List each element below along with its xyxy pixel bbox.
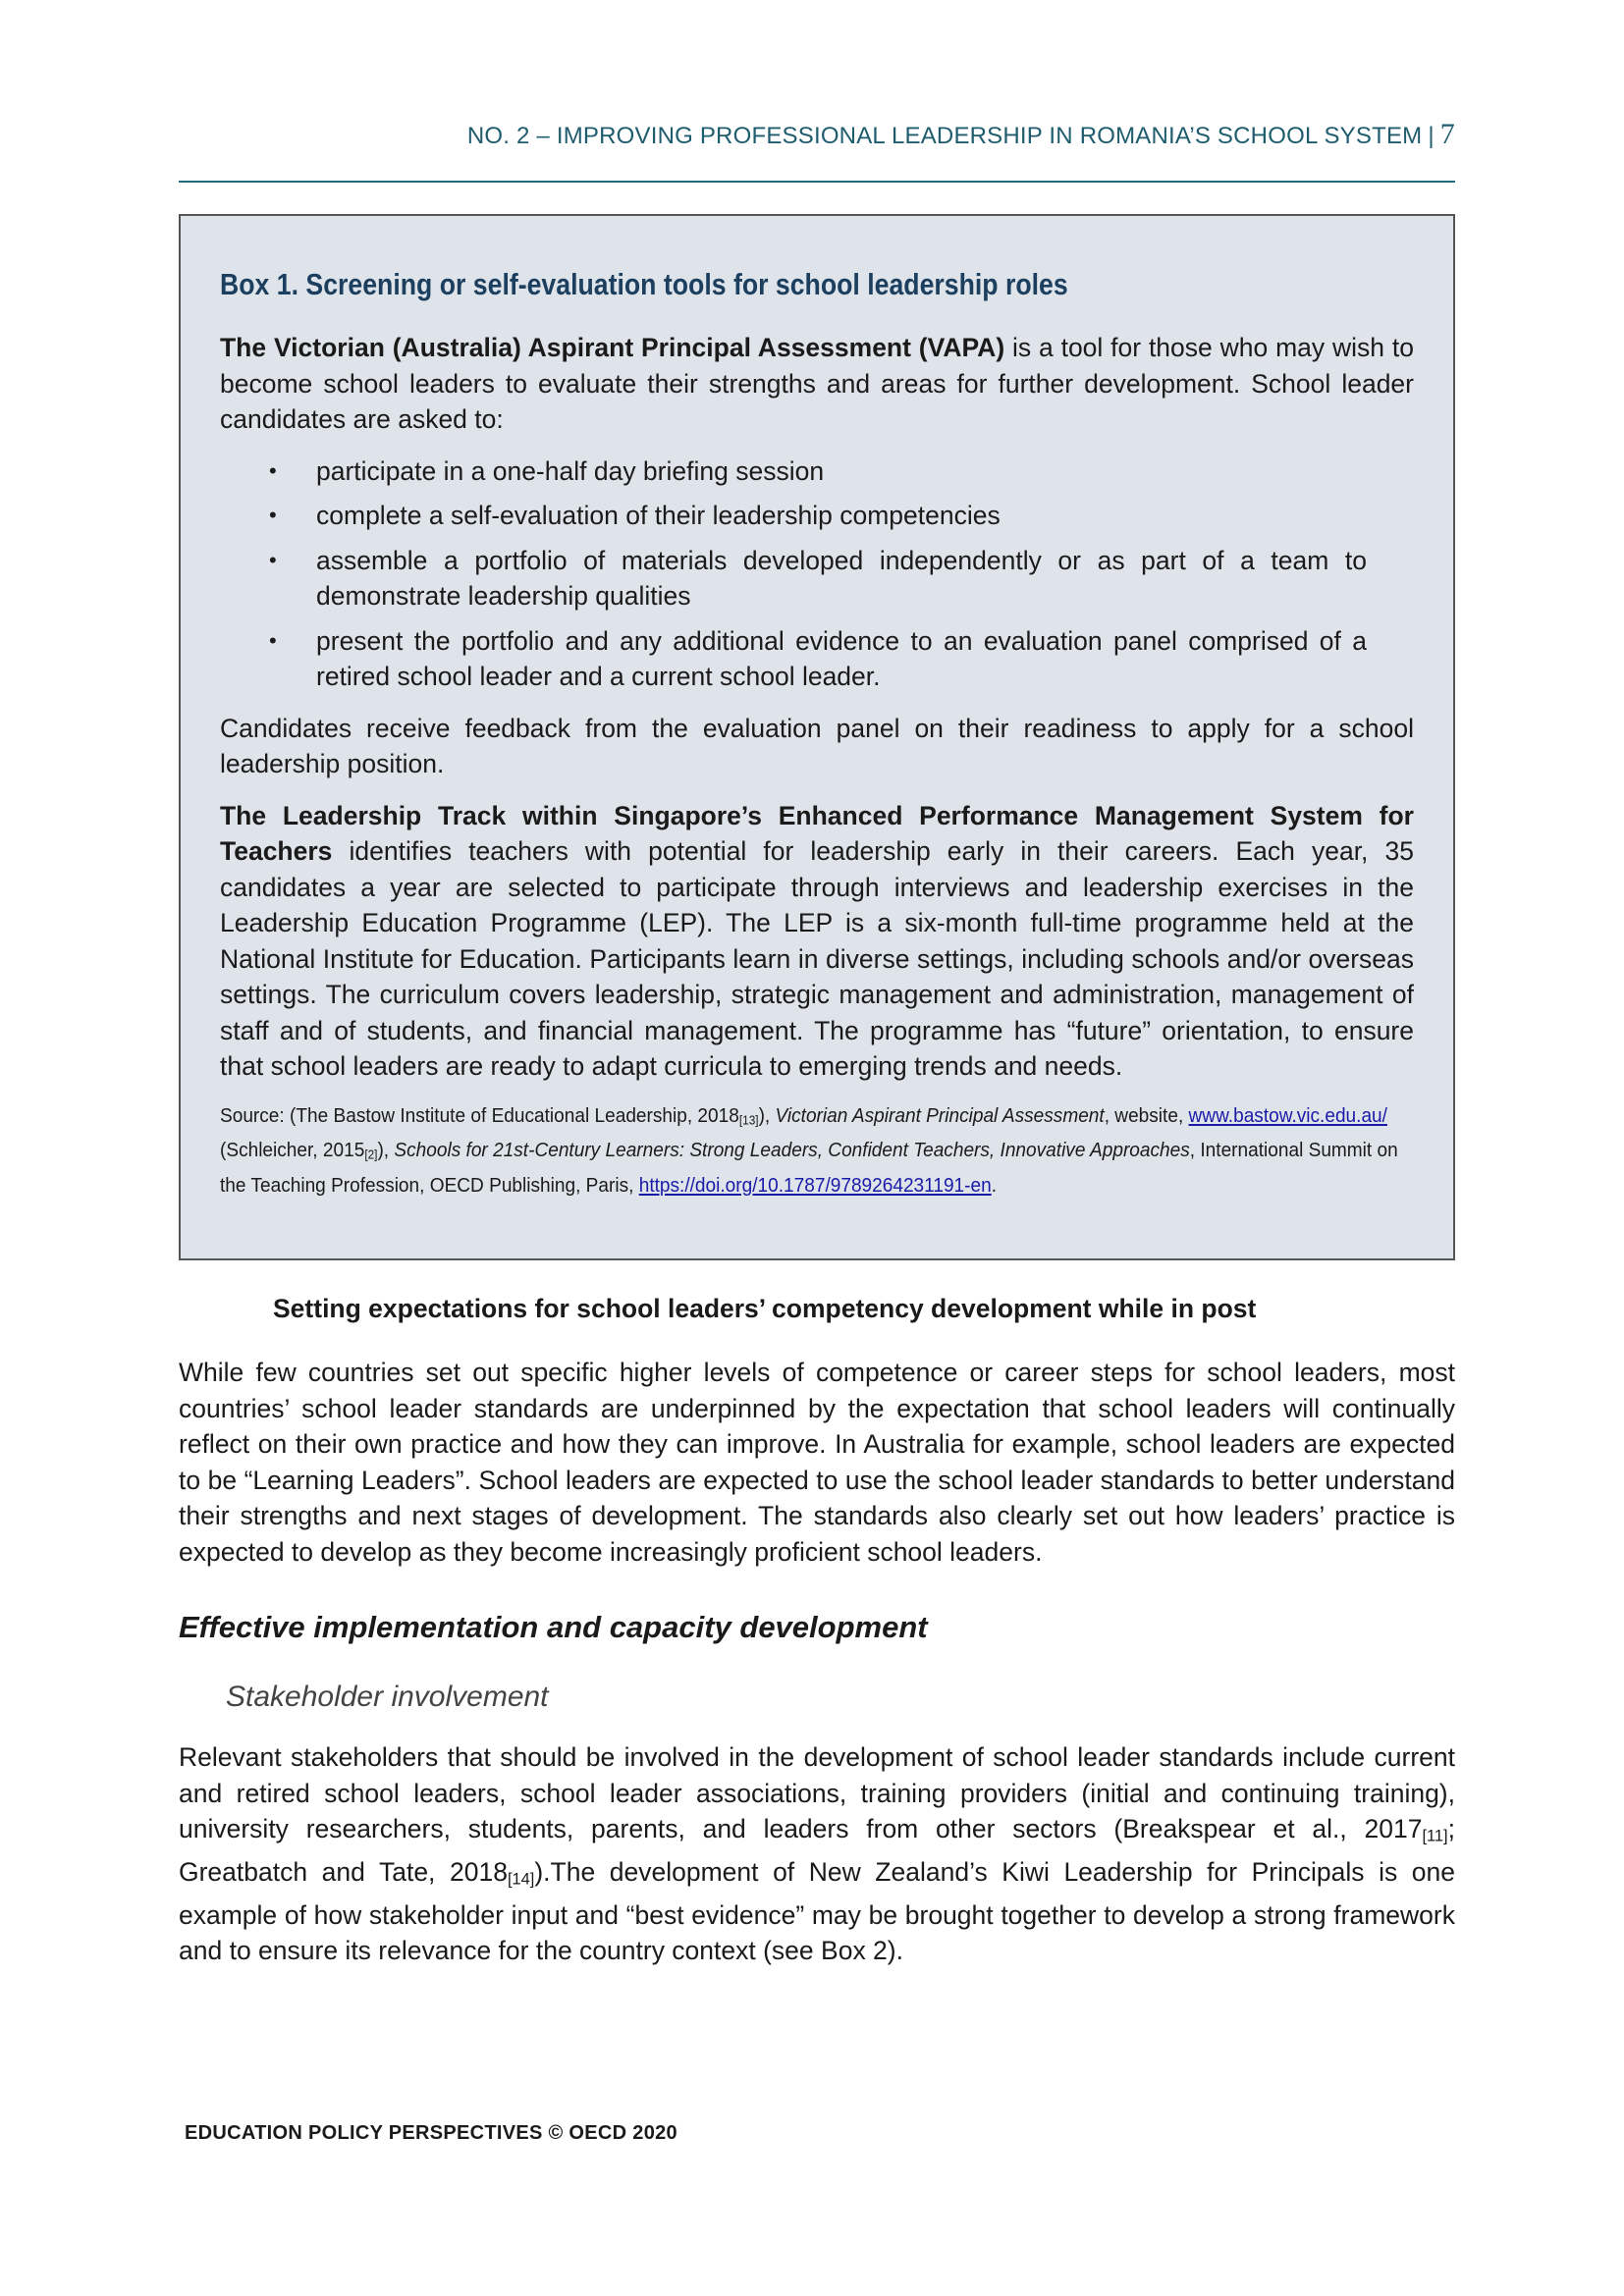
- running-header: [179, 118, 1455, 151]
- page-number: 7: [1439, 118, 1455, 150]
- list-item: [220, 498, 1414, 534]
- bullet-text: present the portfolio and any additional evidence to an evaluation panel comprised of a retired school leader and a current school leader.: [316, 625, 1367, 691]
- running-title: NO. 2 – IMPROVING PROFESSIONAL LEADERSHIP IN ROMANIA’S SCHOOL SYSTEM: [466, 123, 1423, 149]
- box-source: [220, 1100, 1408, 1201]
- stakeholder-text: Relevant stakeholders that should be involved in the development of school leader standards include current and retired school leaders, school leader associations, training providers (initial and continuing training), university researchers, students, parents, and leaders from other sectors (Breakspear et al., 2017: [179, 1742, 1455, 1843]
- singapore-text: identifies teachers with potential for leadership early in their careers. Each year, 35 candidates a year are selected to participate through interviews and leadership exercises in the Leadership Education Programme (LEP). The LEP is a six-month full-time programme held at the National Institute for Education. Participants learn in diverse settings, including schools and/or overseas settings. The curriculum covers leadership, strategic management and administration, management of staff and of students, and financial management. The programme has “future” orientation, to ensure that school leaders are ready to adapt curricula to emerging trends and needs.: [220, 836, 1414, 1081]
- bullet-icon: •: [269, 503, 277, 527]
- source-text: , International Summit on the Teaching Profession, OECD Publishing, Paris,: [220, 1139, 1398, 1197]
- source-text: , website,: [1104, 1103, 1189, 1127]
- bullet-text: participate in a one-half day briefing session: [316, 455, 825, 486]
- vapa-bullet-list: [220, 454, 1414, 695]
- section2-body: [179, 1739, 1455, 1969]
- expectations-paragraph: While few countries set out specific higher levels of competence or career steps for school leaders, most countries’ school leader standards are underpinned by the expectation that school leaders will continually reflect on their own practice and how they can improve. In Australia for example, school leaders are expected to be “Learning Leaders”. School leaders are expected to use the school leader standards to better understand their strengths and next stages of development. The standards also clearly set out how leaders’ practice is expected to develop as they become increasingly proficient school leaders.: [179, 1358, 1455, 1567]
- reference-marker: [2]: [364, 1147, 378, 1162]
- header-separator: |: [1428, 123, 1435, 149]
- box-paragraph-vapa: [220, 330, 1414, 438]
- list-item: [220, 454, 1414, 490]
- box-paragraph-singapore: [220, 798, 1414, 1085]
- section-heading-implementation: Effective implementation and capacity development: [179, 1610, 928, 1644]
- section-heading-expectations: Setting expectations for school leaders’ competency development while in post: [273, 1294, 1257, 1323]
- stakeholder-text: ).The development of New Zealand’s Kiwi Leadership for Principals is one example of how stakeholder input and “best evidence” may be brought together to develop a strong framework and to ensure its relevance for the country context (see Box 2).: [179, 1856, 1455, 1966]
- source-text: (Schleicher, 2015: [220, 1139, 365, 1162]
- list-item: [220, 623, 1414, 695]
- reference-marker: [11]: [1422, 1827, 1448, 1845]
- vapa-bold-lead: The Victorian (Australia) Aspirant Principal Assessment (VAPA): [220, 333, 1005, 362]
- source-text: .: [991, 1173, 998, 1197]
- reference-marker: [14]: [507, 1870, 535, 1889]
- box-title: Box 1. Screening or self-evaluation tools for school leadership roles: [220, 267, 1068, 301]
- section1-body: [179, 1355, 1455, 1570]
- bullet-icon: •: [269, 627, 277, 653]
- stakeholder-text: ; Greatbatch and Tate, 2018: [179, 1814, 1455, 1887]
- box-paragraph-feedback: Candidates receive feedback from the evaluation panel on their readiness to apply for a school leadership position.: [220, 713, 1414, 778]
- bullet-text: complete a self-evaluation of their leadership competencies: [316, 501, 1001, 530]
- subheading-stakeholder: Stakeholder involvement: [226, 1681, 549, 1713]
- box-1: [179, 214, 1455, 1260]
- bullet-icon: •: [269, 547, 277, 572]
- vapa-text: is a tool for those who may wish to become school leaders to evaluate their strengths and areas for further development. School leader candidates are asked to:: [220, 333, 1414, 434]
- source-text: Source: (The Bastow Institute of Educational Leadership, 2018: [220, 1103, 739, 1127]
- source-title: Victorian Aspirant Principal Assessment: [775, 1103, 1105, 1127]
- bullet-icon: •: [269, 457, 277, 483]
- reference-marker: [13]: [738, 1112, 759, 1128]
- bastow-link[interactable]: www.bastow.vic.edu.au/: [1188, 1103, 1387, 1127]
- bullet-text: assemble a portfolio of materials developed independently or as part of a team to demonstrate leadership qualities: [316, 545, 1367, 611]
- doi-link[interactable]: https://doi.org/10.1787/9789264231191-en: [638, 1173, 992, 1197]
- stakeholder-paragraph: [179, 1739, 1455, 1969]
- source-text: ),: [377, 1139, 395, 1162]
- singapore-bold-lead: The Leadership Track within Singapore’s Enhanced Performance Management System for Teachers: [220, 800, 1414, 866]
- source-title: Schools for 21st-Century Learners: Strong Leaders, Confident Teachers, Innovative Approaches: [394, 1139, 1190, 1162]
- source-text: ),: [758, 1103, 776, 1127]
- list-item: [220, 543, 1414, 614]
- header-rule: [179, 181, 1455, 183]
- page-footer: EDUCATION POLICY PERSPECTIVES © OECD 2020: [185, 2122, 677, 2144]
